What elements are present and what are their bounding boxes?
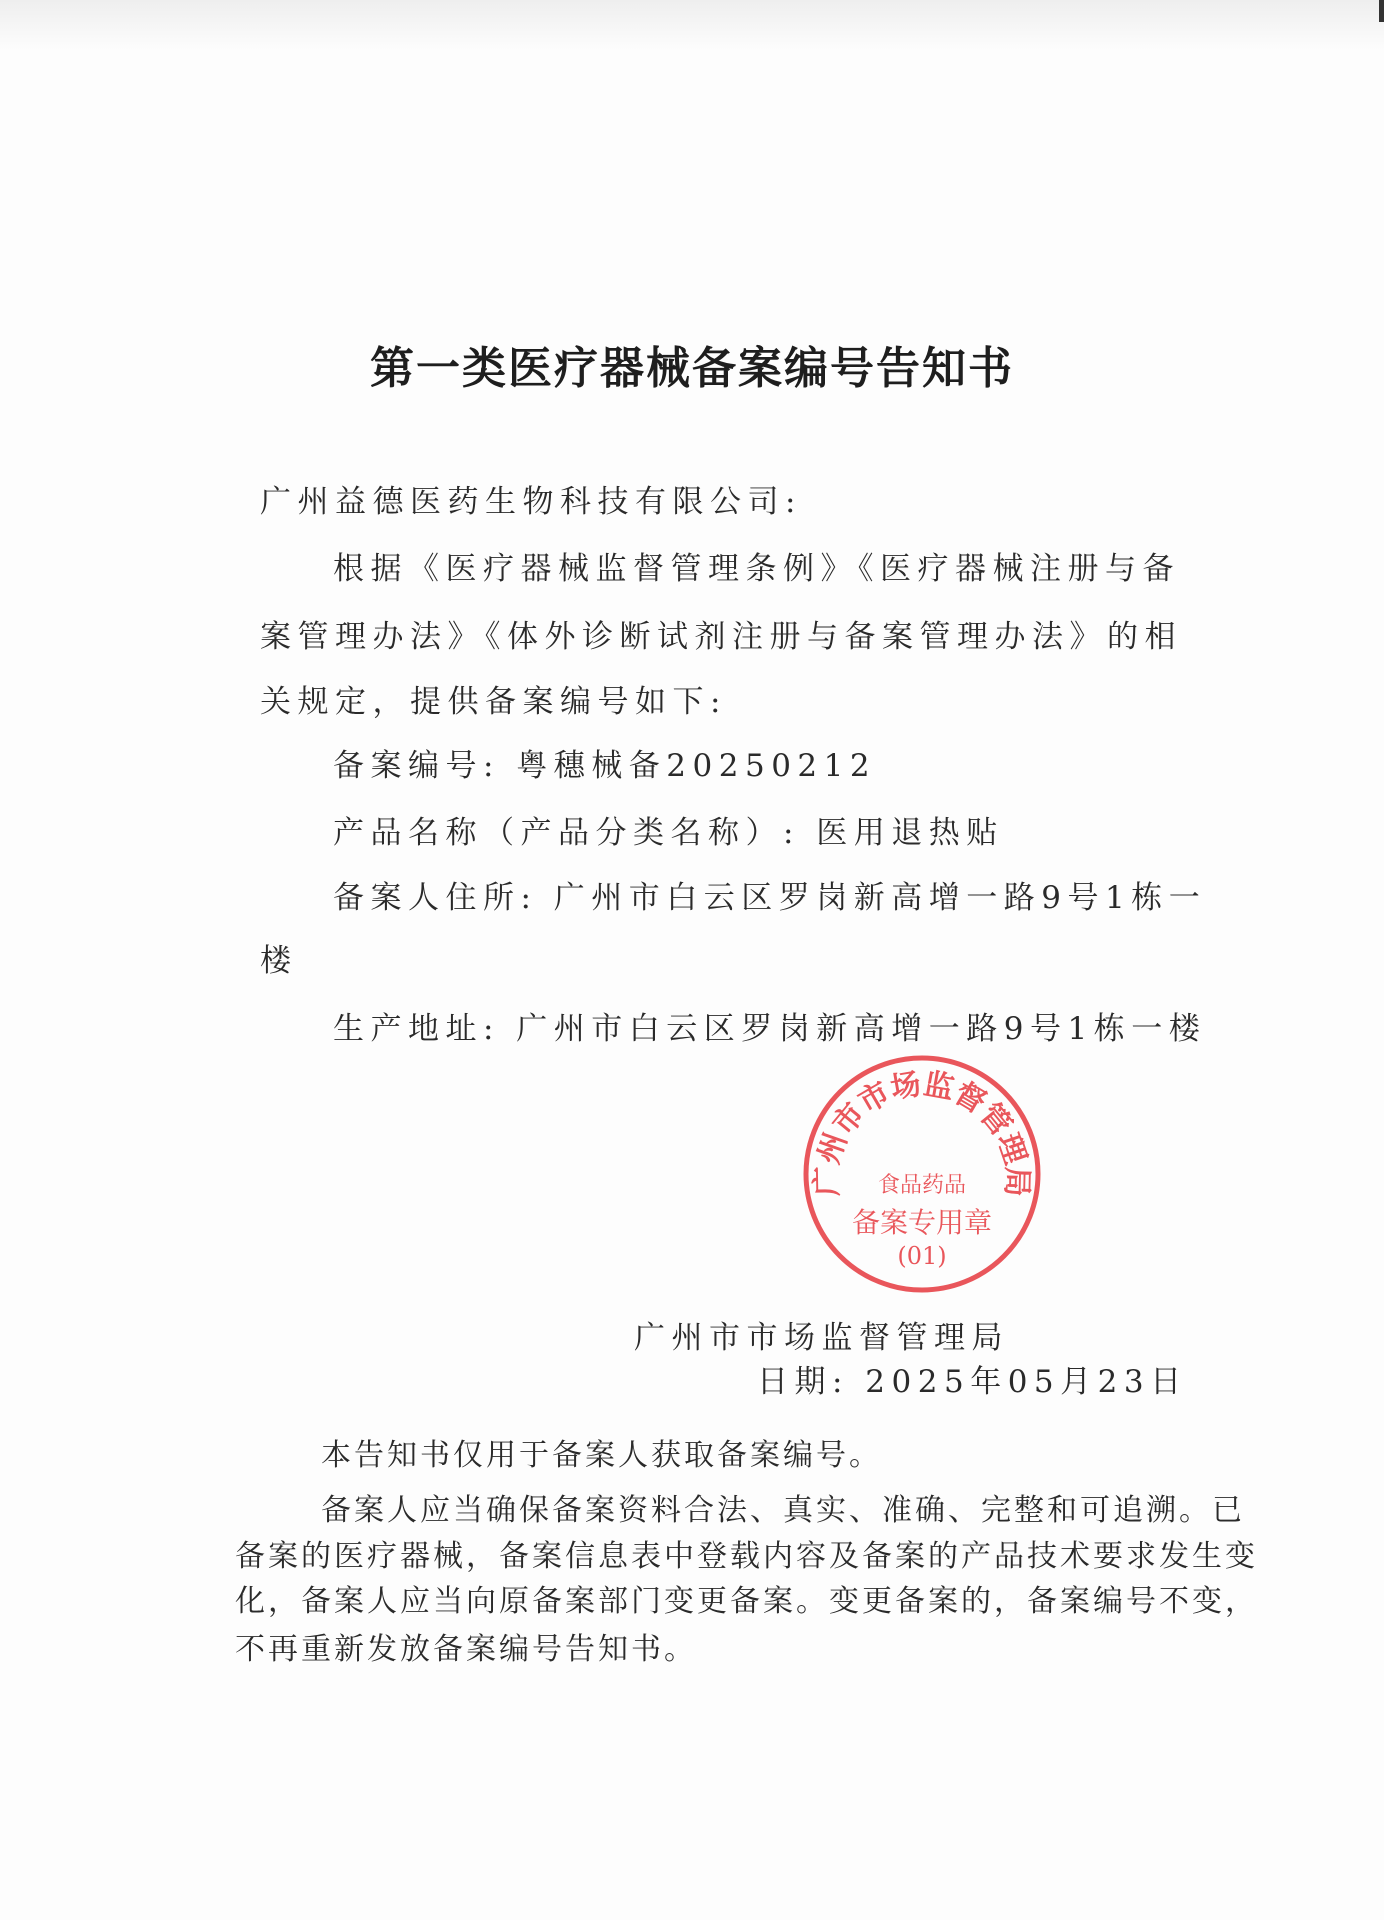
- document-title: 第一类医疗器械备案编号告知书: [370, 343, 1014, 394]
- addressee: 广州益德医药生物科技有限公司:: [260, 484, 802, 520]
- body-line: 根据《医疗器械监督管理条例》《医疗器械注册与备: [333, 551, 1180, 587]
- scan-edge: [1379, 0, 1384, 22]
- note-line: 备案人应当确保备案资料合法、真实、准确、完整和可追溯。已: [321, 1493, 1245, 1528]
- body-line: 案管理办法》《体外诊断试剂注册与备案管理办法》的相: [260, 619, 1182, 655]
- issuer-name: 广州市市场监督管理局: [634, 1320, 1009, 1356]
- svg-text:(01): (01): [897, 1242, 947, 1270]
- issue-date: 日期: 2025年05月23日: [757, 1364, 1188, 1400]
- svg-text:备案专用章: 备案专用章: [851, 1206, 993, 1239]
- production-address: 生产地址: 广州市白云区罗岗新高增一路9号1栋一楼: [333, 1011, 1207, 1047]
- product-name: 产品名称（产品分类名称）: 医用退热贴: [333, 815, 1004, 851]
- svg-text:食品药品: 食品药品: [877, 1173, 967, 1198]
- note-line: 本告知书仅用于备案人获取备案编号。: [321, 1438, 882, 1473]
- note-line: 化，备案人应当向原备案部门变更备案。变更备案的，备案编号不变，: [235, 1584, 1258, 1619]
- note-line: 不再重新发放备案编号告知书。: [235, 1632, 697, 1667]
- svg-text:广州市市场监督管理局: 广州市市场监督管理局: [809, 1066, 1035, 1198]
- registrant-address-cont: 楼: [260, 943, 298, 979]
- registrant-address: 备案人住所: 广州市白云区罗岗新高增一路9号1栋一: [333, 880, 1207, 916]
- body-line: 关规定，提供备案编号如下:: [260, 684, 727, 720]
- scan-shadow: [0, 0, 1384, 50]
- record-number: 备案编号: 粤穗械备20250212: [333, 748, 877, 784]
- note-line: 备案的医疗器械，备案信息表中登载内容及备案的产品技术要求发生变: [235, 1539, 1258, 1574]
- official-seal: [800, 1052, 1044, 1296]
